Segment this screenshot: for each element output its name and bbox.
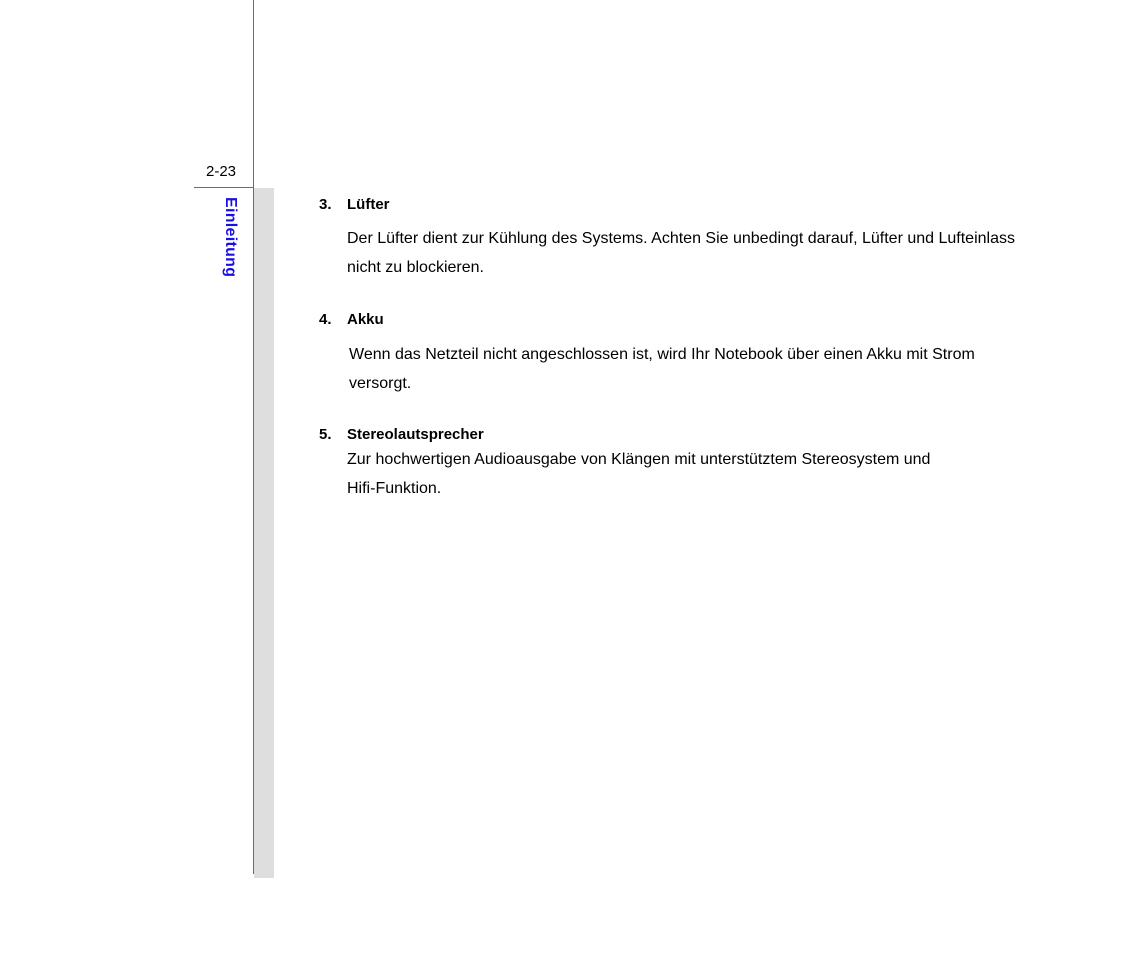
item-heading [319, 195, 1039, 215]
item-text: Der Lüfter dient zur Kühlung des Systems. Achten Sie unbedingt darauf, Lüfter und Lufteinlass nicht zu blockieren. [347, 230, 1015, 276]
item-number: 3. [319, 196, 332, 213]
item-heading [319, 425, 1039, 445]
item-speakers [319, 425, 1039, 503]
item-number: 5. [319, 426, 332, 443]
item-title: Akku [347, 311, 384, 328]
page-number-rule [194, 187, 254, 188]
item-heading [319, 310, 1039, 330]
item-fan [319, 195, 1039, 282]
page-number: 2-23 [206, 163, 237, 180]
item-text: Zur hochwertigen Audioausgabe von Klängen mit unterstütztem Stereosystem und Hifi-Funktion. [347, 451, 931, 497]
item-text: Wenn das Netzteil nicht angeschlossen ist, wird Ihr Notebook über einen Akku mit Strom versorgt. [349, 346, 975, 392]
item-title: Stereolautsprecher [347, 426, 484, 443]
item-title: Lüfter [347, 196, 390, 213]
side-bar [254, 188, 274, 878]
chapter-label: Einleitung [222, 197, 239, 278]
item-battery [319, 310, 1039, 398]
item-number: 4. [319, 311, 332, 328]
